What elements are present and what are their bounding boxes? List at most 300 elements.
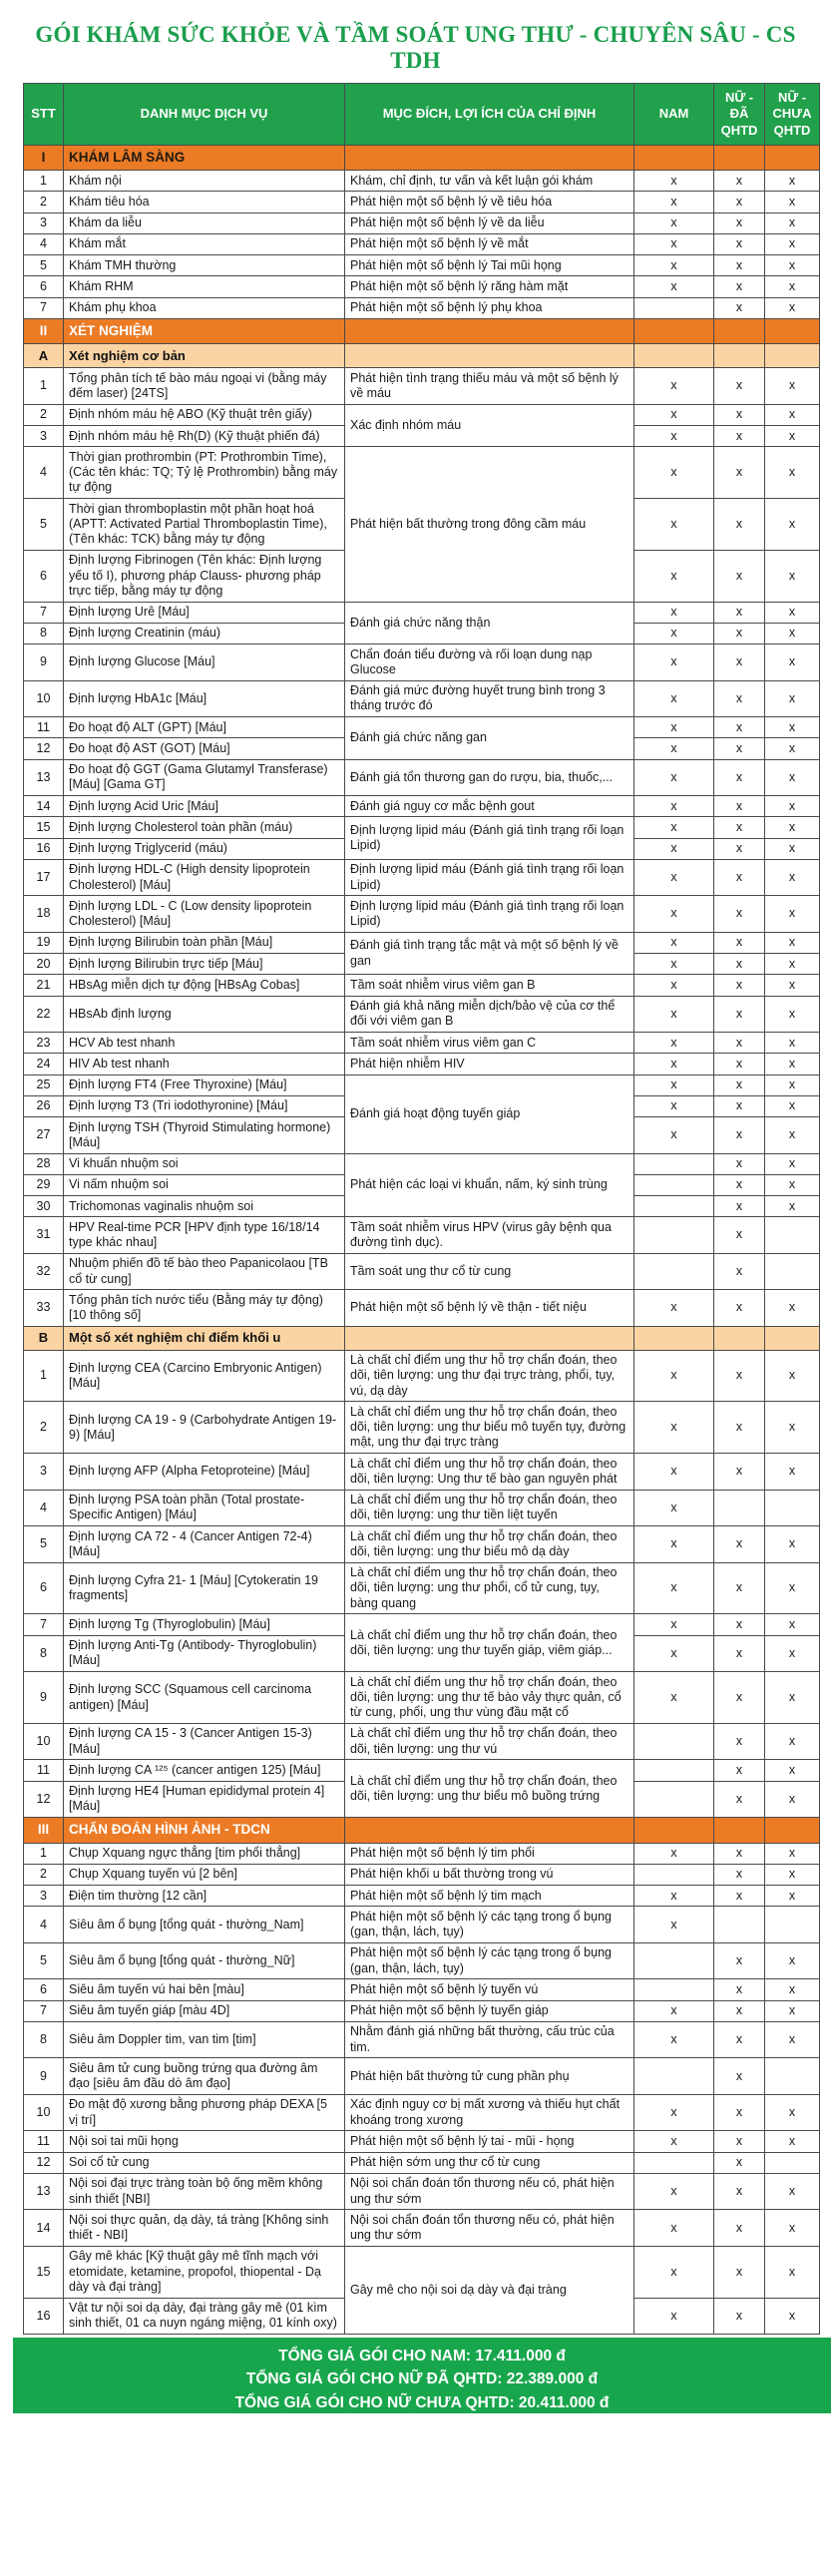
row-number: 31	[24, 1217, 64, 1254]
row-number: 33	[24, 1290, 64, 1327]
mark-nam	[634, 2152, 714, 2173]
section-header-row	[24, 1818, 820, 1843]
mark-nu-da-qhtd: x	[714, 1117, 765, 1154]
purpose-text: Phát hiện tình trạng thiếu máu và một số bệnh lý về máu	[345, 368, 634, 405]
row-number: 6	[24, 1979, 64, 2000]
group-empty-cell	[714, 318, 765, 343]
table-row	[24, 2131, 820, 2152]
service-name: HIV Ab test nhanh	[64, 1054, 345, 1074]
table-row	[24, 1290, 820, 1327]
mark-nu-da-qhtd: x	[714, 2173, 765, 2210]
mark-nam: x	[634, 623, 714, 644]
mark-nu-chua-qhtd: x	[765, 602, 820, 623]
purpose-text: Phát hiện một số bệnh lý tuyến vú	[345, 1979, 634, 2000]
mark-nam	[634, 1217, 714, 1254]
table-row	[24, 233, 820, 254]
table-row	[24, 1723, 820, 1760]
mark-nu-da-qhtd: x	[714, 276, 765, 297]
mark-nam: x	[634, 192, 714, 213]
mark-nu-chua-qhtd: x	[765, 1196, 820, 1217]
mark-nu-chua-qhtd: x	[765, 954, 820, 975]
row-number: 9	[24, 644, 64, 681]
purpose-text: Đánh giá khả năng miễn dịch/bảo vệ của cơ thể đối với viêm gan B	[345, 996, 634, 1033]
mark-nu-da-qhtd: x	[714, 550, 765, 602]
mark-nu-da-qhtd: x	[714, 954, 765, 975]
mark-nu-chua-qhtd: x	[765, 1033, 820, 1054]
mark-nu-da-qhtd: x	[714, 717, 765, 738]
service-name: Gây mê khác [Kỹ thuật gây mê tĩnh mạch với etomidate, ketamine, propofol, thiopental - Dạ dày và đại tràng]	[64, 2246, 345, 2298]
row-number: 3	[24, 426, 64, 447]
service-name: Thời gian prothrombin (PT: Prothrombin Time), (Các tên khác: TQ; Tỷ lệ Prothrombin) bằng máy tự động	[64, 447, 345, 499]
mark-nu-chua-qhtd: x	[765, 213, 820, 233]
table-row	[24, 404, 820, 425]
mark-nam: x	[634, 426, 714, 447]
mark-nam: x	[634, 404, 714, 425]
mark-nam: x	[634, 2210, 714, 2247]
service-name: Khám RHM	[64, 276, 345, 297]
mark-nam: x	[634, 499, 714, 551]
mark-nu-chua-qhtd: x	[765, 738, 820, 759]
mark-nam: x	[634, 2094, 714, 2131]
purpose-text: Là chất chỉ điểm ung thư hỗ trợ chẩn đoán, theo dõi, tiên lượng: ung thư tiền liệt tuyến	[345, 1490, 634, 1526]
group-empty-cell	[634, 318, 714, 343]
row-number: 13	[24, 759, 64, 796]
table-row	[24, 2000, 820, 2021]
mark-nu-da-qhtd: x	[714, 932, 765, 953]
row-number: 3	[24, 213, 64, 233]
table-row	[24, 213, 820, 233]
table-row	[24, 896, 820, 933]
mark-nam: x	[634, 368, 714, 405]
mark-nam: x	[634, 738, 714, 759]
mark-nam	[634, 2058, 714, 2095]
group-id: B	[24, 1326, 64, 1350]
purpose-text: Là chất chỉ điểm ung thư hỗ trợ chẩn đoán, theo dõi, tiên lượng: ung thư biểu mô buồng trứng	[345, 1760, 634, 1818]
service-name: Định lượng AFP (Alpha Fetoproteine) [Máu]	[64, 1454, 345, 1491]
mark-nu-da-qhtd: x	[714, 1253, 765, 1290]
purpose-text: Là chất chỉ điểm ung thư hỗ trợ chẩn đoán, theo dõi, tiên lượng: ung thư biểu mô tuyến tụy, đường mật, ung thư đại trực tràng	[345, 1402, 634, 1454]
mark-nu-da-qhtd: x	[714, 1979, 765, 2000]
row-number: 1	[24, 368, 64, 405]
group-empty-cell	[714, 145, 765, 170]
mark-nam: x	[634, 233, 714, 254]
row-number: 11	[24, 2131, 64, 2152]
mark-nam	[634, 297, 714, 318]
mark-nam: x	[634, 954, 714, 975]
mark-nam: x	[634, 2246, 714, 2298]
mark-nu-da-qhtd: x	[714, 1290, 765, 1327]
table-row	[24, 817, 820, 838]
mark-nu-da-qhtd	[714, 1907, 765, 1943]
mark-nu-da-qhtd: x	[714, 2094, 765, 2131]
mark-nu-da-qhtd: x	[714, 817, 765, 838]
mark-nu-da-qhtd: x	[714, 738, 765, 759]
mark-nu-da-qhtd: x	[714, 1153, 765, 1174]
row-number: 9	[24, 2058, 64, 2095]
mark-nu-da-qhtd: x	[714, 1635, 765, 1672]
mark-nam	[634, 1979, 714, 2000]
row-number: 1	[24, 1350, 64, 1402]
service-name: Siêu âm tuyến vú hai bên [màu]	[64, 1979, 345, 2000]
total-price-nu-da-qhtd: TỔNG GIÁ GÓI CHO NỮ ĐÃ QHTD: 22.389.000 đ	[245, 2370, 599, 2388]
mark-nu-chua-qhtd: x	[765, 368, 820, 405]
mark-nam: x	[634, 276, 714, 297]
service-name: Điện tim thường [12 cần]	[64, 1886, 345, 1907]
table-row	[24, 1760, 820, 1781]
table-row	[24, 2094, 820, 2131]
purpose-text: Nội soi chẩn đoán tổn thương nếu có, phát hiện ung thư sớm	[345, 2173, 634, 2210]
mark-nu-chua-qhtd: x	[765, 1886, 820, 1907]
mark-nam: x	[634, 1562, 714, 1614]
service-name: Định lượng FT4 (Free Thyroxine) [Máu]	[64, 1074, 345, 1095]
mark-nu-chua-qhtd: x	[765, 759, 820, 796]
purpose-text: Là chất chỉ điểm ung thư hỗ trợ chẩn đoán, theo dõi, tiên lượng: ung thư biểu mô dạ dày	[345, 1526, 634, 1563]
service-name: Định lượng Bilirubin trực tiếp [Máu]	[64, 954, 345, 975]
mark-nu-chua-qhtd: x	[765, 644, 820, 681]
service-name: Định lượng CA ¹²⁵ (cancer antigen 125) [Máu]	[64, 1760, 345, 1781]
mark-nu-chua-qhtd: x	[765, 1614, 820, 1635]
service-name: Nội soi thực quản, dạ dày, tá tràng [Không sinh thiết - NBI]	[64, 2210, 345, 2247]
mark-nu-da-qhtd: x	[714, 602, 765, 623]
table-row	[24, 680, 820, 717]
group-id: II	[24, 318, 64, 343]
table-row	[24, 1562, 820, 1614]
mark-nu-chua-qhtd: x	[765, 1350, 820, 1402]
mark-nu-da-qhtd: x	[714, 255, 765, 276]
mark-nu-da-qhtd: x	[714, 192, 765, 213]
mark-nu-da-qhtd: x	[714, 796, 765, 817]
purpose-text: Tầm soát nhiễm virus viêm gan B	[345, 975, 634, 996]
purpose-text: Phát hiện nhiễm HIV	[345, 1054, 634, 1074]
totals-footer	[13, 2338, 831, 2413]
group-empty-cell	[345, 344, 634, 368]
table-row	[24, 644, 820, 681]
mark-nam: x	[634, 896, 714, 933]
mark-nu-da-qhtd: x	[714, 1526, 765, 1563]
service-name: Nhuộm phiến đồ tế bào theo Papanicolaou [TB cổ từ cung]	[64, 1253, 345, 1290]
mark-nam: x	[634, 550, 714, 602]
purpose-text: Xác định nguy cơ bị mất xương và thiếu hụt chất khoáng trong xương	[345, 2094, 634, 2131]
service-name: Khám TMH thường	[64, 255, 345, 276]
row-number: 24	[24, 1054, 64, 1074]
service-name: Siêu âm ổ bụng [tổng quát - thường_Nữ]	[64, 1942, 345, 1979]
mark-nu-da-qhtd: x	[714, 1942, 765, 1979]
purpose-text: Gây mê cho nội soi dạ dày và đại tràng	[345, 2246, 634, 2334]
service-name: Đo mật độ xương bằng phương pháp DEXA [5 vị trí]	[64, 2094, 345, 2131]
service-name: Định lượng Tg (Thyroglobulin) [Máu]	[64, 1614, 345, 1635]
table-row	[24, 2152, 820, 2173]
mark-nu-chua-qhtd: x	[765, 1843, 820, 1864]
mark-nu-chua-qhtd: x	[765, 1074, 820, 1095]
table-row	[24, 192, 820, 213]
row-number: 4	[24, 1907, 64, 1943]
row-number: 7	[24, 1614, 64, 1635]
mark-nu-chua-qhtd: x	[765, 1095, 820, 1116]
mark-nam	[634, 1723, 714, 1760]
mark-nu-chua-qhtd	[765, 1253, 820, 1290]
mark-nu-chua-qhtd: x	[765, 1979, 820, 2000]
mark-nu-chua-qhtd: x	[765, 2021, 820, 2058]
group-empty-cell	[634, 145, 714, 170]
mark-nu-da-qhtd: x	[714, 1174, 765, 1195]
row-number: 22	[24, 996, 64, 1033]
health-package-table	[23, 83, 820, 2335]
row-number: 18	[24, 896, 64, 933]
row-number: 3	[24, 1886, 64, 1907]
purpose-text: Định lượng lipid máu (Đánh giá tình trạng rối loạn Lipid)	[345, 896, 634, 933]
mark-nu-chua-qhtd: x	[765, 796, 820, 817]
mark-nu-chua-qhtd: x	[765, 233, 820, 254]
table-row	[24, 297, 820, 318]
mark-nu-chua-qhtd: x	[765, 1402, 820, 1454]
group-id: III	[24, 1818, 64, 1843]
purpose-text: Đánh giá nguy cơ mắc bệnh gout	[345, 796, 634, 817]
mark-nam: x	[634, 602, 714, 623]
mark-nu-da-qhtd: x	[714, 759, 765, 796]
table-row	[24, 1217, 820, 1254]
mark-nu-da-qhtd: x	[714, 623, 765, 644]
mark-nu-chua-qhtd: x	[765, 1942, 820, 1979]
mark-nu-da-qhtd: x	[714, 2058, 765, 2095]
mark-nu-da-qhtd: x	[714, 2131, 765, 2152]
mark-nu-chua-qhtd: x	[765, 1117, 820, 1154]
service-name: Định lượng Triglycerid (máu)	[64, 838, 345, 859]
table-row	[24, 717, 820, 738]
mark-nam: x	[634, 838, 714, 859]
table-row	[24, 1074, 820, 1095]
mark-nam: x	[634, 447, 714, 499]
service-name: Thời gian thromboplastin một phần hoạt hoá (APTT: Activated Partial Thromboplastin Time), (Tên khác: TCK) bằng máy tự động	[64, 499, 345, 551]
row-number: 19	[24, 932, 64, 953]
total-price-nam: TỔNG GIÁ GÓI CHO NAM: 17.411.000 đ	[278, 2348, 566, 2365]
service-name: Đo hoạt độ GGT (Gama Glutamyl Transferase) [Máu] [Gama GT]	[64, 759, 345, 796]
purpose-text: Đánh giá chức năng gan	[345, 717, 634, 760]
mark-nu-da-qhtd: x	[714, 838, 765, 859]
table-row	[24, 1153, 820, 1174]
mark-nu-chua-qhtd: x	[765, 276, 820, 297]
mark-nu-da-qhtd: x	[714, 1864, 765, 1885]
mark-nam	[634, 1153, 714, 1174]
purpose-text: Phát hiện một số bệnh lý tai - mũi - họng	[345, 2131, 634, 2152]
row-number: 14	[24, 2210, 64, 2247]
service-name: Định lượng PSA toàn phần (Total prostate-Specific Antigen) [Máu]	[64, 1490, 345, 1526]
mark-nu-da-qhtd: x	[714, 859, 765, 896]
group-title: KHÁM LÂM SÀNG	[64, 145, 345, 170]
group-empty-cell	[634, 344, 714, 368]
row-number: 15	[24, 2246, 64, 2298]
service-name: Siêu âm tử cung buồng trứng qua đường âm đạo [siêu âm đầu dò âm đạo]	[64, 2058, 345, 2095]
mark-nu-chua-qhtd: x	[765, 838, 820, 859]
mark-nu-da-qhtd: x	[714, 1843, 765, 1864]
table-row	[24, 1490, 820, 1526]
row-number: 2	[24, 404, 64, 425]
table-row	[24, 2246, 820, 2298]
table-row	[24, 276, 820, 297]
mark-nam: x	[634, 2173, 714, 2210]
row-number: 32	[24, 1253, 64, 1290]
row-number: 14	[24, 796, 64, 817]
service-name: Định lượng CEA (Carcino Embryonic Antigen) [Máu]	[64, 1350, 345, 1402]
mark-nu-da-qhtd: x	[714, 233, 765, 254]
table-row	[24, 1454, 820, 1491]
mark-nu-chua-qhtd	[765, 1490, 820, 1526]
mark-nu-chua-qhtd: x	[765, 2173, 820, 2210]
mark-nam: x	[634, 975, 714, 996]
service-name: Nội soi đại trực tràng toàn bộ ống mềm không sinh thiết [NBI]	[64, 2173, 345, 2210]
header-stt: STT	[24, 84, 64, 146]
service-name: Định nhóm máu hệ ABO (Kỹ thuật trên giấy)	[64, 404, 345, 425]
mark-nu-da-qhtd: x	[714, 1074, 765, 1095]
mark-nu-da-qhtd: x	[714, 2021, 765, 2058]
mark-nam: x	[634, 680, 714, 717]
row-number: 25	[24, 1074, 64, 1095]
table-row	[24, 1979, 820, 2000]
mark-nam: x	[634, 1074, 714, 1095]
table-row	[24, 1672, 820, 1724]
group-empty-cell	[634, 1326, 714, 1350]
mark-nam	[634, 1864, 714, 1885]
mark-nu-chua-qhtd	[765, 1217, 820, 1254]
group-empty-cell	[765, 1326, 820, 1350]
mark-nam	[634, 1781, 714, 1818]
mark-nu-da-qhtd: x	[714, 1454, 765, 1491]
mark-nam: x	[634, 717, 714, 738]
mark-nam: x	[634, 2000, 714, 2021]
row-number: 6	[24, 550, 64, 602]
mark-nu-chua-qhtd: x	[765, 1290, 820, 1327]
mark-nam: x	[634, 2298, 714, 2335]
mark-nu-da-qhtd: x	[714, 2152, 765, 2173]
table-row	[24, 1054, 820, 1074]
purpose-text: Phát hiện bất thường trong đông cầm máu	[345, 447, 634, 602]
row-number: 21	[24, 975, 64, 996]
group-empty-cell	[765, 1818, 820, 1843]
row-number: 7	[24, 297, 64, 318]
mark-nu-da-qhtd	[714, 1490, 765, 1526]
mark-nam: x	[634, 1402, 714, 1454]
mark-nam: x	[634, 1490, 714, 1526]
mark-nam: x	[634, 1454, 714, 1491]
mark-nam: x	[634, 1117, 714, 1154]
mark-nu-da-qhtd: x	[714, 213, 765, 233]
row-number: 28	[24, 1153, 64, 1174]
table-row	[24, 975, 820, 996]
row-number: 3	[24, 1454, 64, 1491]
mark-nu-da-qhtd: x	[714, 447, 765, 499]
row-number: 8	[24, 2021, 64, 2058]
mark-nam: x	[634, 1290, 714, 1327]
service-name: Khám mắt	[64, 233, 345, 254]
table-row	[24, 171, 820, 192]
mark-nu-chua-qhtd: x	[765, 2000, 820, 2021]
mark-nu-da-qhtd: x	[714, 896, 765, 933]
purpose-text: Phát hiện một số bệnh lý về thận - tiết niệu	[345, 1290, 634, 1327]
purpose-text: Phát hiện một số bệnh lý về tiêu hóa	[345, 192, 634, 213]
table-row	[24, 255, 820, 276]
mark-nu-chua-qhtd: x	[765, 1781, 820, 1818]
service-name: Định lượng TSH (Thyroid Stimulating hormone) [Máu]	[64, 1117, 345, 1154]
service-name: HBsAb định lượng	[64, 996, 345, 1033]
mark-nu-chua-qhtd: x	[765, 1153, 820, 1174]
group-empty-cell	[345, 318, 634, 343]
row-number: 4	[24, 447, 64, 499]
service-name: Định lượng Anti-Tg (Antibody- Thyroglobulin) [Máu]	[64, 1635, 345, 1672]
group-title: XÉT NGHIỆM	[64, 318, 345, 343]
mark-nu-da-qhtd: x	[714, 2000, 765, 2021]
table-row	[24, 796, 820, 817]
section-header-row	[24, 145, 820, 170]
service-name: Định lượng Acid Uric [Máu]	[64, 796, 345, 817]
mark-nam	[634, 1253, 714, 1290]
service-name: Định lượng T3 (Tri iodothyronine) [Máu]	[64, 1095, 345, 1116]
purpose-text: Nội soi chẩn đoán tổn thương nếu có, phát hiện ung thư sớm	[345, 2210, 634, 2247]
service-name: Định lượng CA 15 - 3 (Cancer Antigen 15-3) [Máu]	[64, 1723, 345, 1760]
group-empty-cell	[345, 145, 634, 170]
purpose-text: Định lượng lipid máu (Đánh giá tình trạng rối loạn Lipid)	[345, 859, 634, 896]
purpose-text: Là chất chỉ điểm ung thư hỗ trợ chẩn đoán, theo dõi, tiên lượng: ung thư phổi, cổ tử cung, tụy, bàng quang	[345, 1562, 634, 1614]
row-number: 10	[24, 680, 64, 717]
table-row	[24, 1886, 820, 1907]
row-number: 11	[24, 1760, 64, 1781]
group-title: Xét nghiệm cơ bản	[64, 344, 345, 368]
table-row	[24, 1526, 820, 1563]
table-row	[24, 1350, 820, 1402]
table-row	[24, 2058, 820, 2095]
service-name: Nội soi tai mũi họng	[64, 2131, 345, 2152]
mark-nu-da-qhtd: x	[714, 1562, 765, 1614]
header-service: DANH MỤC DỊCH VỤ	[64, 84, 345, 146]
mark-nu-da-qhtd: x	[714, 2246, 765, 2298]
mark-nu-da-qhtd: x	[714, 1054, 765, 1074]
mark-nu-chua-qhtd	[765, 2058, 820, 2095]
purpose-text: Khám, chỉ định, tư vấn và kết luận gói khám	[345, 171, 634, 192]
mark-nu-da-qhtd: x	[714, 1350, 765, 1402]
mark-nu-da-qhtd: x	[714, 1033, 765, 1054]
row-number: 30	[24, 1196, 64, 1217]
service-name: HBsAg miễn dịch tự động [HBsAg Cobas]	[64, 975, 345, 996]
mark-nu-da-qhtd: x	[714, 499, 765, 551]
mark-nam: x	[634, 1526, 714, 1563]
mark-nu-chua-qhtd: x	[765, 2298, 820, 2335]
subsection-header-row	[24, 1326, 820, 1350]
service-name: Định lượng Fibrinogen (Tên khác: Định lượng yếu tố I), phương pháp Clauss- phương pháp trực tiếp, bằng máy tự động	[64, 550, 345, 602]
group-empty-cell	[634, 1818, 714, 1843]
service-name: Tổng phân tích tế bào máu ngoại vi (bằng máy đếm laser) [24TS]	[64, 368, 345, 405]
mark-nu-chua-qhtd: x	[765, 1054, 820, 1074]
mark-nam: x	[634, 1054, 714, 1074]
table-row	[24, 1864, 820, 1885]
purpose-text: Là chất chỉ điểm ung thư hỗ trợ chẩn đoán, theo dõi, tiên lượng: ung thư tuyến giáp, viêm giáp...	[345, 1614, 634, 1672]
mark-nu-da-qhtd: x	[714, 171, 765, 192]
header-purpose: MỤC ĐÍCH, LỢI ÍCH CỦA CHỈ ĐỊNH	[345, 84, 634, 146]
mark-nu-chua-qhtd: x	[765, 1635, 820, 1672]
mark-nu-da-qhtd: x	[714, 1095, 765, 1116]
header-nu-chua-qhtd: NỮ - CHƯA QHTD	[765, 84, 820, 146]
purpose-text: Phát hiện một số bệnh lý Tai mũi họng	[345, 255, 634, 276]
mark-nam	[634, 1196, 714, 1217]
table-row	[24, 1033, 820, 1054]
service-name: Định lượng LDL - C (Low density lipoprotein Cholesterol) [Máu]	[64, 896, 345, 933]
mark-nu-da-qhtd: x	[714, 426, 765, 447]
mark-nu-da-qhtd: x	[714, 680, 765, 717]
mark-nu-chua-qhtd: x	[765, 2210, 820, 2247]
service-name: Đo hoạt độ ALT (GPT) [Máu]	[64, 717, 345, 738]
purpose-text: Đánh giá chức năng thận	[345, 602, 634, 644]
mark-nu-chua-qhtd: x	[765, 447, 820, 499]
purpose-text: Đánh giá mức đường huyết trung bình trong 3 tháng trước đó	[345, 680, 634, 717]
group-empty-cell	[765, 344, 820, 368]
mark-nu-chua-qhtd: x	[765, 2094, 820, 2131]
